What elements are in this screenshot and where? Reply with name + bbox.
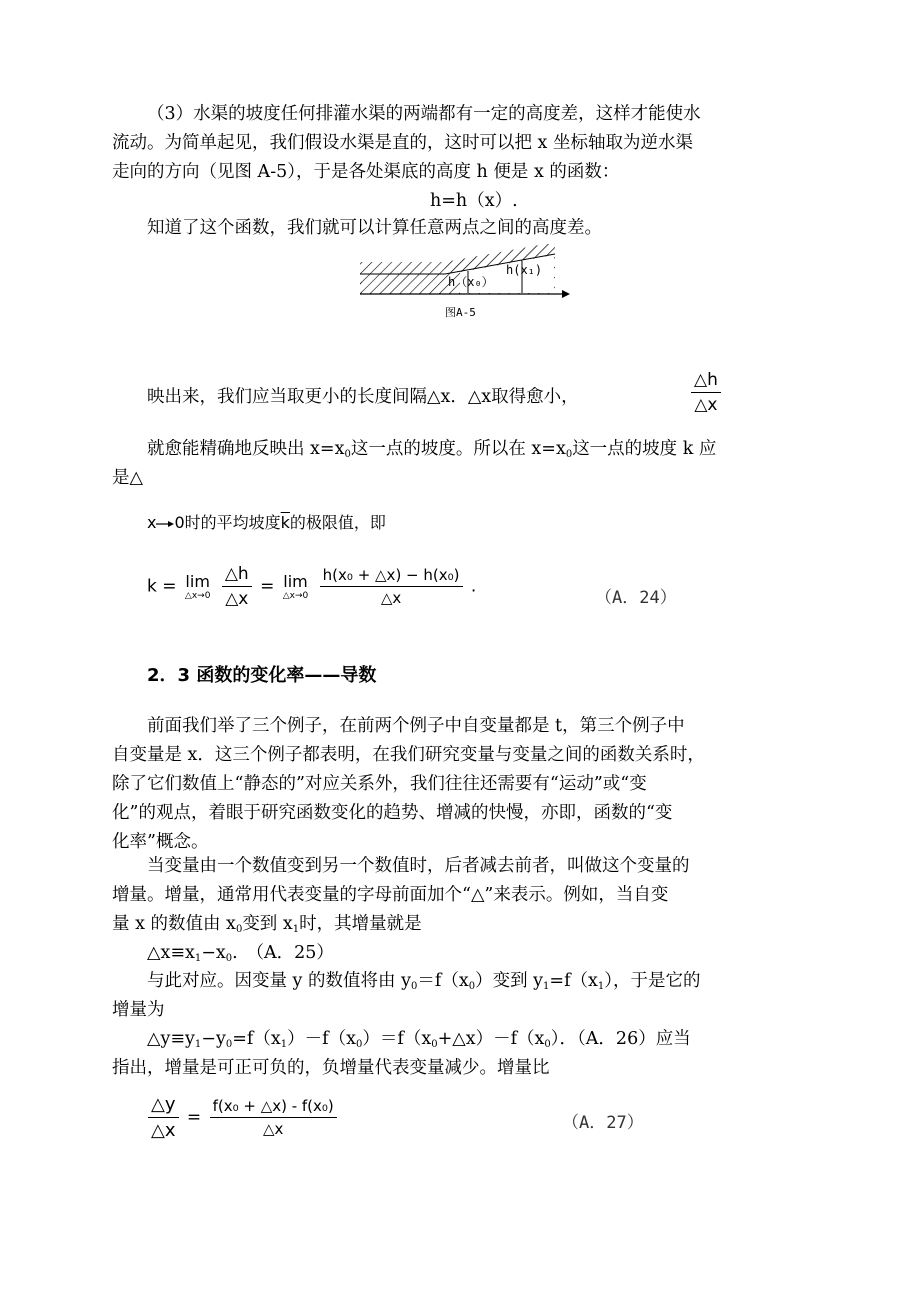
para4-sub-1: 1: [292, 924, 300, 935]
eq24-number: （A．24）: [595, 588, 677, 608]
eq25-b: −x: [201, 943, 226, 963]
para3-line4: 化”的观点，着眼于研究函数变化的趋势、增减的快慢，亦即，函数的“变: [112, 803, 673, 823]
eq27-num1: △y: [148, 1094, 179, 1118]
para4-line3-a: 量 x 的数值由 x: [112, 914, 236, 934]
eq25-c: . （A．25）: [232, 943, 334, 963]
para5-line1-a: 与此对应。因变量 y 的数值将由 y: [147, 971, 411, 991]
para1-line4: 知道了这个函数，我们就可以计算任意两点之间的高度差。: [147, 218, 602, 238]
para1-line2: 流动。为简单起见，我们假设水渠是直的，这时可以把 x 坐标轴取为逆水渠: [112, 133, 693, 153]
eq27-den2: △x: [262, 1120, 284, 1138]
para2-line2-b: 这一点的坡度。所以在 x=x: [350, 439, 566, 459]
para2-sub-b: 0: [565, 449, 573, 460]
para5-line2: 增量为: [112, 1000, 165, 1020]
para2-line2-a: 就愈能精确地反映出 x=x: [147, 439, 345, 459]
eq24-num1: △h: [222, 564, 252, 587]
eq24-eq: =: [260, 576, 275, 597]
para3-line3: 除了它们数值上“静态的”对应关系外，我们往往还需要有“运动”或“变: [112, 774, 647, 794]
para5-sub-d: 1: [597, 981, 605, 992]
para2-kbar: $\overline{k}$: [280, 513, 290, 532]
eq26-sub-1b: 1: [280, 1039, 288, 1050]
para4-line2: 增量。增量，通常用代表变量的字母前面加个“△”来表示。例如，当自变: [112, 885, 669, 905]
equation-a24: [147, 564, 476, 609]
eq26-sub-0c: 0: [431, 1039, 438, 1050]
para5-line1-b: ＝f（x: [417, 971, 469, 991]
limit-arrow: [156, 519, 174, 529]
eq25-a: △x≡x: [147, 943, 195, 963]
para1-line1: （3）水渠的坡度任何排灌水渠的两端都有一定的高度差，这样才能使水: [147, 104, 701, 124]
para2-frac-num: △h: [691, 370, 721, 393]
eq27-num2: f(x₀ + △x) - f(x₀): [210, 1097, 337, 1118]
para4-line3-c: 时，其增量就是: [299, 914, 422, 934]
para3-line2: 自变量是 x．这三个例子都表明，在我们研究变量与变量之间的函数关系时，: [112, 745, 705, 765]
eq27-den1: △x: [151, 1120, 176, 1141]
h0-label: h（x₀）: [448, 275, 494, 289]
para4-line3-b: 变到 x: [242, 914, 293, 934]
para2-line4-x: x: [147, 513, 157, 532]
para2-fraction: [688, 370, 724, 415]
para4-sub-0: 0: [235, 924, 243, 935]
para5-line1-e: ），于是它的: [604, 971, 701, 991]
eq27-number: （A．27）: [562, 1113, 644, 1133]
eq26-a: △y≡y: [147, 1029, 195, 1049]
eq24-lim-sub-1: △x→0: [184, 591, 211, 601]
para3-line5: 化率”概念。: [112, 832, 209, 852]
para2-line1: 映出来，我们应当取更小的长度间隔△x．△x取得愈小，: [147, 387, 579, 407]
para2-line4-b: 0时的平均坡度: [174, 513, 281, 532]
para5-line1-d: =f（x: [549, 971, 598, 991]
para1-formula: h=h（x）.: [430, 191, 518, 211]
eq26-e: ）＝f（x: [362, 1029, 432, 1049]
para4-line1: 当变量由一个数值变到另一个数值时，后者减去前者，叫做这个变量的: [147, 856, 690, 876]
eq24-k: k =: [147, 576, 177, 597]
para5-line1-c: ）变到 y: [475, 971, 544, 991]
para5-sub-b: 0: [468, 981, 476, 992]
section-heading: 2．3 函数的变化率——导数: [147, 665, 377, 686]
h1-label: h(x₁): [506, 263, 543, 277]
eq26-b: −y: [201, 1029, 226, 1049]
eq24-lim-1: lim: [185, 572, 210, 591]
eq26-f: +△x）－f（x: [437, 1029, 545, 1049]
eq26-d: ）－f（x: [287, 1029, 356, 1049]
para5-sub-c: 1: [543, 981, 550, 992]
eq25-sub-1: 1: [194, 953, 202, 964]
para2-line3: 是△: [112, 468, 143, 488]
eq24-den2: △x: [380, 589, 402, 607]
eq27-eq: =: [186, 1107, 202, 1128]
eq26-c: =f（x: [232, 1029, 281, 1049]
eq24-dot: .: [470, 576, 477, 597]
figure-a5: [350, 244, 570, 324]
para2-line4-c: 的极限值，即: [289, 513, 386, 532]
equation-a27: [145, 1094, 340, 1141]
eq24-lim-sub-2: △x→0: [282, 591, 309, 601]
eq26-sub-0d: 0: [544, 1039, 551, 1050]
figure-caption: 图A-5: [445, 306, 476, 319]
eq24-den1: △x: [225, 589, 249, 609]
para2-frac-den: △x: [694, 395, 718, 415]
para2-line4: [147, 510, 386, 533]
eq24-lim-2: lim: [283, 572, 308, 591]
channel-lower-hatch: [360, 272, 460, 294]
para2-line2-c: 这一点的坡度 k 应: [572, 439, 717, 459]
eq25-sub-0: 0: [225, 953, 233, 964]
eq26-sub-0: 0: [225, 1039, 233, 1050]
para5-line3: 指出，增量是可正可负的，负增量代表变量减少。增量比: [112, 1058, 550, 1078]
eq26-g: ）．（A．26）应当: [550, 1029, 691, 1049]
eq26-sub-0b: 0: [355, 1039, 363, 1050]
eq26-sub-1: 1: [194, 1039, 202, 1050]
eq24-num2: h(x₀ + △x) − h(x₀): [320, 566, 463, 587]
para3-line1: 前面我们举了三个例子，在前两个例子中自变量都是 t，第三个例子中: [147, 716, 685, 736]
para1-line3: 走向的方向（见图 A-5），于是各处渠底的高度 h 便是 x 的函数：: [112, 162, 620, 182]
x-axis-arrow: [562, 290, 570, 298]
para2-sub-a: 0: [344, 449, 351, 460]
para5-sub-a: 0: [410, 981, 418, 992]
